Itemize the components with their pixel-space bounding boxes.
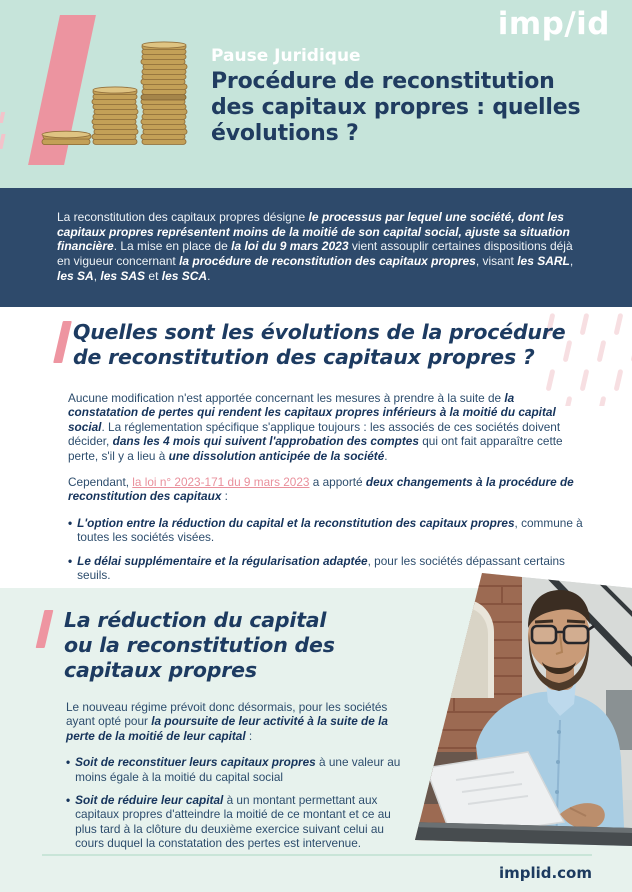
- heading-line: ou la reconstitution des: [64, 633, 335, 657]
- section2-heading: [64, 608, 335, 683]
- footer-divider: [42, 854, 592, 856]
- heading-line: Quelles sont les évolutions de la procédure: [73, 320, 566, 344]
- paragraph: Aucune modification n'est apportée concernant les mesures à prendre à la suite de la constatation de pertes qui rendent les capitaux propres inférieurs à la moitié du capital social. La réglementation spécifique s'applique toujours : les associés de ces sociétés doivent décider, dans les 4 mois qui suivent l'approbation des comptes qui ont fait apparaître cette perte, s'il y a lieu à une dissolution anticipée de la société.: [68, 391, 563, 463]
- list-item: [66, 755, 408, 784]
- bullet-dot: •: [66, 755, 71, 770]
- bullet-dot: •: [66, 793, 71, 808]
- kicker-label: Pause Juridique: [211, 46, 361, 66]
- heading-line: capitaux propres: [64, 658, 257, 682]
- heading-line: La réduction du capital: [64, 608, 327, 632]
- paragraph: Cependant, la loi n° 2023-171 du 9 mars 2023 a apporté deux changements à la procédure de reconstitution des capitaux :: [68, 475, 574, 504]
- paragraph: Le nouveau régime prévoit donc désormais, pour les sociétés ayant opté pour la poursuite de leur activité à la suite de la perte de la moitié de leur capital :: [66, 700, 388, 743]
- section2-body: [66, 700, 408, 860]
- implid-logo: imp/id: [497, 6, 610, 42]
- edge-tick-decoration: [0, 112, 5, 123]
- page-title: [211, 69, 580, 147]
- intro-text: La reconstitution des capitaux propres désigne le processus par lequel une société, dont les capitaux propres représentent moins de la moitié de son capital social, ajuste sa situation financière. La mise en place de la loi du 9 mars 2023 vient assouplir certaines dispositions déjà en vigueur concernant la procédure de reconstitution des capitaux propres, visant les SARL, les SA, les SAS et les SCA.: [57, 210, 574, 283]
- pink-slash-accent: [53, 321, 72, 363]
- bullet-dot: •: [68, 515, 73, 530]
- title-line-1: Procédure de reconstitution: [211, 69, 555, 94]
- website-label: implid.com: [498, 864, 592, 882]
- list-item-text: Soit de réduire leur capital à un montant permettant aux capitaux propres d'atteindre la moitié de ce montant et ce au plus tard à la clôture du deuxième exercice suivant celui au cours duquel la constatation des pertes est intervenue.: [75, 793, 391, 851]
- intro-band: [0, 188, 632, 307]
- title-line-2: des capitaux propres : quelles: [211, 95, 581, 120]
- header: [0, 0, 632, 188]
- bullet-dot: •: [68, 553, 73, 568]
- title-line-3: évolutions ?: [211, 121, 359, 146]
- section1-heading: [73, 320, 565, 370]
- section-evolutions: [0, 307, 632, 588]
- list-item: [66, 793, 408, 851]
- law-link[interactable]: la loi n° 2023-171 du 9 mars 2023: [132, 475, 310, 490]
- list-item-text: Le délai supplémentaire et la régularisation adaptée, pour les sociétés dépassant certains seuils.: [77, 553, 565, 583]
- list-item-text: Soit de reconstituer leurs capitaux propres à une valeur au moins égale à la moitié du capital social: [75, 755, 401, 784]
- list-item: [68, 516, 585, 545]
- list-item-text: L'option entre la réduction du capital et la reconstitution des capitaux propres, commune à toutes les sociétés visées.: [77, 515, 583, 545]
- heading-line: de reconstitution des capitaux propres ?: [73, 345, 535, 369]
- section1-body: [68, 391, 585, 591]
- edge-tick-decoration: [0, 134, 6, 149]
- coin-stacks-icon: [36, 34, 188, 150]
